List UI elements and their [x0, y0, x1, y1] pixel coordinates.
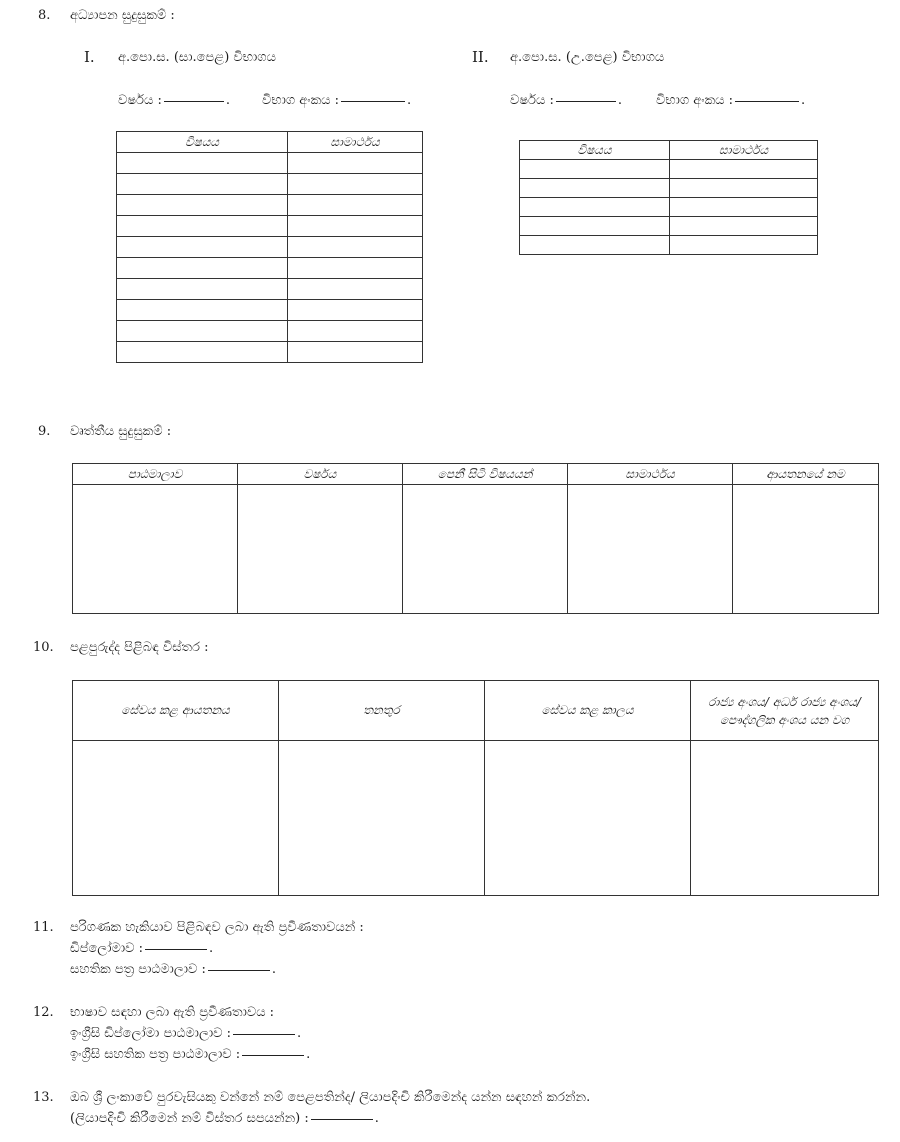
section-9-number: 9.: [38, 424, 51, 439]
table-cell[interactable]: [288, 237, 423, 258]
table-row: [520, 160, 818, 179]
table-row: [117, 195, 423, 216]
s12-line1-row: ඉංග්‍රීසි ඩිප්ලෝමා පාඨමාලාව : .: [70, 1026, 302, 1041]
table-cell[interactable]: [117, 174, 288, 195]
table-cell[interactable]: [117, 237, 288, 258]
s13-registration-label: (ලියාපදිංචි කිරීමෙන් නම් විස්තර සපයන්න) :: [70, 1111, 309, 1126]
s8-right-index-row: විභාග අංකය : .: [656, 93, 806, 108]
table-cell[interactable]: [117, 300, 288, 321]
exp-col-post: තනතුර: [279, 681, 485, 741]
table-row: [117, 174, 423, 195]
s12-english-certificate-label: ඉංග්‍රීසි සහතික පත්‍ර පාඨමාලාව :: [70, 1047, 241, 1062]
s8-left-index-field[interactable]: [341, 100, 405, 102]
exp-cell[interactable]: [279, 741, 485, 896]
s8-left-heading: අ.පො.ස. (සා.පෙළ) විභාගය: [118, 50, 276, 65]
table-cell[interactable]: [117, 153, 288, 174]
section-10-number: 10.: [33, 640, 54, 655]
section-11-number: 11.: [33, 920, 54, 935]
pq-cell[interactable]: [403, 485, 568, 614]
pq-cell[interactable]: [568, 485, 733, 614]
table-cell[interactable]: [288, 342, 423, 363]
exp-cell[interactable]: [485, 741, 691, 896]
table-cell[interactable]: [670, 217, 818, 236]
table-row: [520, 198, 818, 217]
section-10-title: පළපුරුද්ද පිළිබඳ විස්තර :: [70, 640, 209, 655]
section-12-title: භාෂාව සඳහා ලබා ඇති ප්‍රවීණතාවය :: [70, 1005, 275, 1020]
s11-diploma-field[interactable]: [145, 948, 207, 950]
pq-cell[interactable]: [733, 485, 879, 614]
table-cell[interactable]: [288, 321, 423, 342]
table-cell[interactable]: [288, 195, 423, 216]
table-row: [520, 236, 818, 255]
al-results-table: [519, 140, 818, 255]
exp-col-institution: සේවය කළ ආයතනය: [73, 681, 279, 741]
table-cell[interactable]: [670, 179, 818, 198]
section-12-number: 12.: [33, 1005, 54, 1020]
section-8-number: 8.: [38, 8, 51, 23]
section-13-title: ඔබ ශ්‍රී ලංකාවේ පුරවැසියකු වන්නේ නම් පෙළපතින්ද/ ලියාපදිංචි කිරීමෙන්ද යන්න සඳහන් කරන්න.: [70, 1090, 591, 1105]
table-cell[interactable]: [670, 198, 818, 217]
table-row: [520, 217, 818, 236]
section-13-number: 13.: [33, 1090, 54, 1105]
table-row: [117, 342, 423, 363]
table-cell[interactable]: [288, 153, 423, 174]
table-cell[interactable]: [288, 279, 423, 300]
pq-cell[interactable]: [238, 485, 403, 614]
table-row: [117, 300, 423, 321]
table-cell[interactable]: [520, 217, 670, 236]
s8-right-roman: II.: [472, 48, 489, 66]
table-cell[interactable]: [117, 321, 288, 342]
table-row: [117, 279, 423, 300]
table-cell[interactable]: [520, 236, 670, 255]
s8-right-index-field[interactable]: [735, 100, 799, 102]
s12-english-diploma-label: ඉංග්‍රීසි ඩිප්ලෝමා පාඨමාලාව :: [70, 1026, 232, 1041]
table-row: [117, 237, 423, 258]
exp-col-period: සේවය කළ කාලය: [485, 681, 691, 741]
exp-cell[interactable]: [73, 741, 279, 896]
s8-left-year-row: වර්ෂය : .: [118, 93, 230, 108]
table-cell[interactable]: [520, 198, 670, 217]
professional-qualifications-table: [72, 463, 879, 614]
s11-line2-row: සහතික පත්‍ර පාඨමාලාව : .: [70, 962, 277, 977]
table-row: [117, 321, 423, 342]
s8-left-year-label: වර්ෂය :: [118, 93, 162, 108]
s11-certificate-label: සහතික පත්‍ර පාඨමාලාව :: [70, 962, 206, 977]
table-cell[interactable]: [117, 258, 288, 279]
pq-col-institute: ආයතනයේ නම: [733, 464, 879, 485]
table-cell[interactable]: [117, 216, 288, 237]
section-11-title: පරිගණක හැකියාව පිළිබඳව ලබා ඇති ප්‍රවීණතාවයන් :: [70, 920, 364, 935]
pq-col-year: වර්ෂය: [238, 464, 403, 485]
exp-cell[interactable]: [691, 741, 879, 896]
table-row: [520, 179, 818, 198]
table-cell[interactable]: [288, 174, 423, 195]
section-9-title: වෘත්තීය සුදුසුකම් :: [70, 424, 172, 439]
s8-right-year-label: වර්ෂය :: [510, 93, 554, 108]
pq-col-subjects: පෙනී සිටි විෂයයන්: [403, 464, 568, 485]
table-cell[interactable]: [520, 179, 670, 198]
s8-right-index-label: විභාග අංකය :: [656, 93, 734, 108]
s8-right-heading: අ.පො.ස. (උ.පෙළ) විභාගය: [510, 50, 665, 65]
s8-right-year-field[interactable]: [556, 100, 616, 102]
table-cell[interactable]: [117, 342, 288, 363]
table-row: [117, 258, 423, 279]
s12-english-certificate-field[interactable]: [242, 1054, 304, 1056]
table-row: [117, 216, 423, 237]
pq-cell[interactable]: [73, 485, 238, 614]
experience-table: [72, 680, 879, 896]
table-cell[interactable]: [117, 279, 288, 300]
s12-english-diploma-field[interactable]: [233, 1033, 295, 1035]
s8-right-year-row: වර්ෂය : .: [510, 93, 622, 108]
s12-line2-row: ඉංග්‍රීසි සහතික පත්‍ර පාඨමාලාව : .: [70, 1047, 311, 1062]
table-cell[interactable]: [117, 195, 288, 216]
s11-line1-row: ඩිප්ලෝමාව : .: [70, 941, 214, 956]
pq-col-course: පාඨමාලාව: [73, 464, 238, 485]
al-col-grade: සාමාර්ථය: [670, 141, 818, 160]
section-8-title: අධ්‍යාපන සුදුසුකම් :: [70, 8, 175, 23]
s8-left-index-row: විභාග අංකය : .: [262, 93, 412, 108]
ol-col-grade: සාමාර්ථය: [288, 132, 423, 153]
ol-col-subject: විෂයය: [117, 132, 288, 153]
pq-col-grade: සාමාර්ථය: [568, 464, 733, 485]
s8-left-index-label: විභාග අංකය :: [262, 93, 340, 108]
s13-line1-row: (ලියාපදිංචි කිරීමෙන් නම් විස්තර සපයන්න) : .: [70, 1111, 379, 1126]
table-cell[interactable]: [288, 216, 423, 237]
s11-certificate-field[interactable]: [208, 969, 270, 971]
ol-results-table: [116, 131, 423, 363]
table-cell[interactable]: [670, 236, 818, 255]
al-col-subject: විෂයය: [520, 141, 670, 160]
table-cell[interactable]: [670, 160, 818, 179]
table-cell[interactable]: [288, 300, 423, 321]
table-cell[interactable]: [520, 160, 670, 179]
s11-diploma-label: ඩිප්ලෝමාව :: [70, 941, 143, 956]
table-cell[interactable]: [288, 258, 423, 279]
exp-col-sector: රාජ්‍ය අංශය/ අර්ධ රාජ්‍ය අංශය/ පෞද්ගලික අංශය යන වග: [691, 681, 879, 741]
s8-left-year-field[interactable]: [164, 100, 224, 102]
table-row: [117, 153, 423, 174]
s13-registration-field[interactable]: [311, 1118, 373, 1120]
s8-left-roman: I.: [84, 48, 95, 66]
